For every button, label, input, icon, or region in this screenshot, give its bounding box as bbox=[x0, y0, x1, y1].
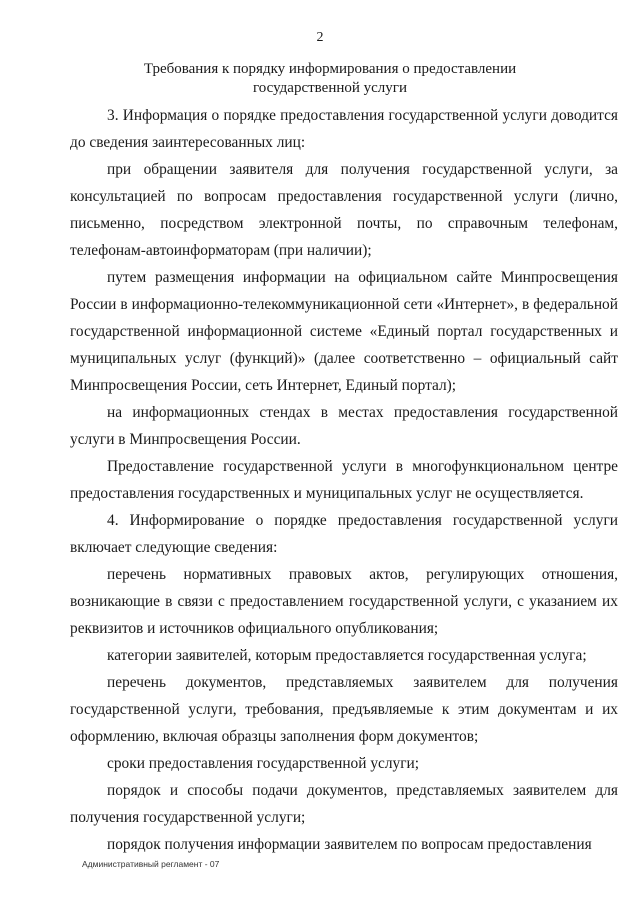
section-title-line-2: государственной услуги bbox=[253, 80, 407, 96]
section-title bbox=[120, 60, 540, 98]
paragraph-info-procedure: порядок получения информации заявителем по вопросам предоставления bbox=[107, 836, 592, 853]
paragraph-item-4: 4. Информирование о порядке предоставления государственной услуги включает следующие сведения: bbox=[70, 512, 618, 556]
paragraph-documents-list: перечень документов, представляемых заявителем для получения государственной услуги, требования, предъявляемые к этим документам и их оформлению, включая образцы заполнения форм документов; bbox=[70, 674, 618, 745]
paragraph-deadlines: сроки предоставления государственной услуги; bbox=[107, 755, 420, 772]
section-title-line-1: Требования к порядку информирования о предоставлении bbox=[143, 61, 517, 77]
footer-note: Административный регламент - 07 bbox=[82, 859, 220, 869]
paragraph-applicant-categories: категории заявителей, которым предоставляется государственная услуга; bbox=[107, 647, 587, 664]
paragraph-official-site: путем размещения информации на официальном сайте Минпросвещения России в информационно-телекоммуникационной сети «Интернет», в федеральной государственной информационной системе «Единый портал государственных и муниципальных услуг (функций)» (далее соответственно – официальный сайт Минпросвещения России, сеть Интернет, Единый портал); bbox=[70, 269, 618, 394]
paragraph-info-stands: на информационных стендах в местах предоставления государственной услуги в Минпросвещения России. bbox=[70, 404, 618, 448]
paragraph-item-3: 3. Информация о порядке предоставления государственной услуги доводится до сведения заинтересованных лиц: bbox=[70, 107, 618, 151]
paragraph-by-request: при обращении заявителя для получения государственной услуги, за консультацией по вопросам предоставления государственной услуги (лично, письменно, посредством электронной почты, по справочным телефонам, телефонам-автоинформаторам (при наличии); bbox=[70, 161, 618, 259]
paragraph-mfc: Предоставление государственной услуги в многофункциональном центре предоставления государственных и муниципальных услуг не осуществляется. bbox=[70, 458, 618, 502]
document-body bbox=[70, 102, 618, 858]
page-number: 2 bbox=[316, 30, 324, 45]
paragraph-legal-acts: перечень нормативных правовых актов, регулирующих отношения, возникающие в связи с предоставлением государственной услуги, с указанием их реквизитов и источников официального опубликования; bbox=[70, 566, 618, 637]
paragraph-submission-methods: порядок и способы подачи документов, представляемых заявителем для получения государственной услуги; bbox=[70, 782, 618, 826]
